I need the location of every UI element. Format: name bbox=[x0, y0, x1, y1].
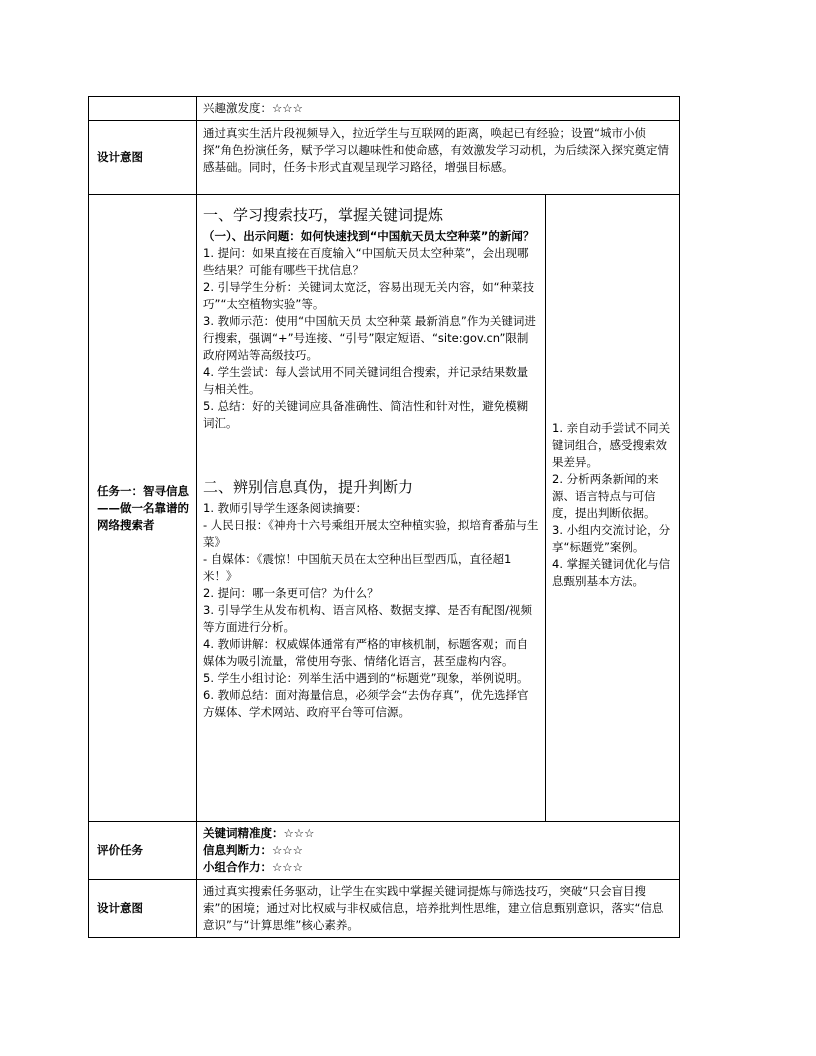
section2-heading: 二、辨别信息真伪，提升判断力 bbox=[203, 478, 414, 496]
interest-label: 兴趣激发度： bbox=[203, 101, 272, 115]
student-activity-item: 1. 亲自动手尝试不同关键词组合，感受搜索效果差异。 bbox=[552, 421, 671, 469]
section2-item: 6. 教师总结：面对海量信息，必须学会“去伪存真”，优先选择官方媒体、学术网站、政府平台等可信源。 bbox=[203, 688, 529, 719]
interest-row bbox=[89, 97, 680, 121]
task1-label: 任务一：智寻信息——做一名靠谱的网络搜索者 bbox=[89, 195, 197, 822]
student-activity-item: 2. 分析两条新闻的来源、语言特点与可信度，提出判断依据。 bbox=[552, 472, 659, 520]
design-intent-label-1: 设计意图 bbox=[89, 121, 197, 195]
evaluation-content bbox=[197, 822, 680, 880]
section1-heading: 一、学习搜索技巧，掌握关键词提炼 bbox=[203, 206, 444, 224]
section1-item: 3. 教师示范：使用“中国航天员 太空种菜 最新消息”作为关键词进行搜索，强调“+”号连接、“引号”限定短语、“site:gov.cn”限制政府网站等高级技巧。 bbox=[203, 314, 536, 362]
interest-cell bbox=[197, 97, 680, 121]
evaluation-label: 评价任务 bbox=[89, 822, 197, 880]
section2-item: 3. 引导学生从发布机构、语言风格、数据支撑、是否有配图/视频等方面进行分析。 bbox=[203, 603, 532, 634]
task1-content bbox=[197, 195, 546, 822]
lesson-plan-table bbox=[88, 96, 680, 938]
design-intent-text-2: 通过真实搜索任务驱动，让学生在实践中掌握关键词提炼与筛选技巧，突破“只会盲目搜索”的困境；通过对比权威与非权威信息，培养批判性思维，建立信息甄别意识，落实“信息意识”与“计算思维”核心素养。 bbox=[197, 880, 680, 938]
design-intent-label-2: 设计意图 bbox=[89, 880, 197, 938]
section1-item: 5. 总结：好的关键词应具备准确性、简洁性和针对性，避免模糊词汇。 bbox=[203, 399, 529, 430]
evaluation-row bbox=[89, 822, 680, 880]
eval-criterion: 关键词精准度： bbox=[203, 826, 284, 840]
student-activity-item: 4. 掌握关键词优化与信息甄别基本方法。 bbox=[552, 557, 671, 588]
eval-criterion: 小组合作力： bbox=[203, 860, 272, 874]
section1-subheading: （一）、出示问题：如何快速找到“中国航天员太空种菜”的新闻？ bbox=[203, 229, 535, 243]
design-intent-text-1: 通过真实生活片段视频导入，拉近学生与互联网的距离，唤起已有经验；设置“城市小侦探”角色扮演任务，赋予学习以趣味性和使命感，有效激发学习动机，为后续深入探究奠定情感基础。同时，任务卡形式直观呈现学习路径，增强目标感。 bbox=[197, 121, 680, 195]
section2-item: 1. 教师引导学生逐条阅读摘要： bbox=[203, 501, 368, 515]
section2-item: 2. 提问：哪一条更可信？为什么？ bbox=[203, 586, 379, 600]
eval-criterion: 信息判断力： bbox=[203, 843, 272, 857]
section2-item: - 自媒体：《震惊！中国航天员在太空种出巨型西瓜，直径超1米！》 bbox=[203, 552, 512, 583]
section2-item: - 人民日报：《神舟十六号乘组开展太空种植实验，拟培育番茄与生菜》 bbox=[203, 518, 539, 549]
section2-item: 5. 学生小组讨论：列举生活中遇到的“标题党”现象，举例说明。 bbox=[203, 671, 529, 685]
eval-stars: ☆☆☆ bbox=[272, 860, 303, 874]
eval-stars: ☆☆☆ bbox=[283, 826, 315, 840]
design-intent-row-2 bbox=[89, 880, 680, 938]
eval-stars: ☆☆☆ bbox=[272, 843, 303, 857]
task1-row bbox=[89, 195, 680, 822]
empty-cell bbox=[89, 97, 197, 121]
section1-item: 2. 引导学生分析：关键词太宽泛，容易出现无关内容，如“种菜技巧”“太空植物实验”等。 bbox=[203, 280, 535, 311]
design-intent-row-1 bbox=[89, 121, 680, 195]
interest-stars: ☆☆☆ bbox=[272, 101, 303, 115]
task1-student-activities bbox=[546, 195, 680, 822]
section1-item: 1. 提问：如果直接在百度输入“中国航天员太空种菜”，会出现哪些结果？可能有哪些干扰信息？ bbox=[203, 246, 529, 277]
section1-item: 4. 学生尝试：每人尝试用不同关键词组合搜索，并记录结果数量与相关性。 bbox=[203, 365, 529, 396]
section2-item: 4. 教师讲解：权威媒体通常有严格的审核机制，标题客观；而自媒体为吸引流量，常使用夸张、情绪化语言，甚至虚构内容。 bbox=[203, 637, 529, 668]
student-activity-item: 3. 小组内交流讨论，分享“标题党”案例。 bbox=[552, 523, 671, 554]
